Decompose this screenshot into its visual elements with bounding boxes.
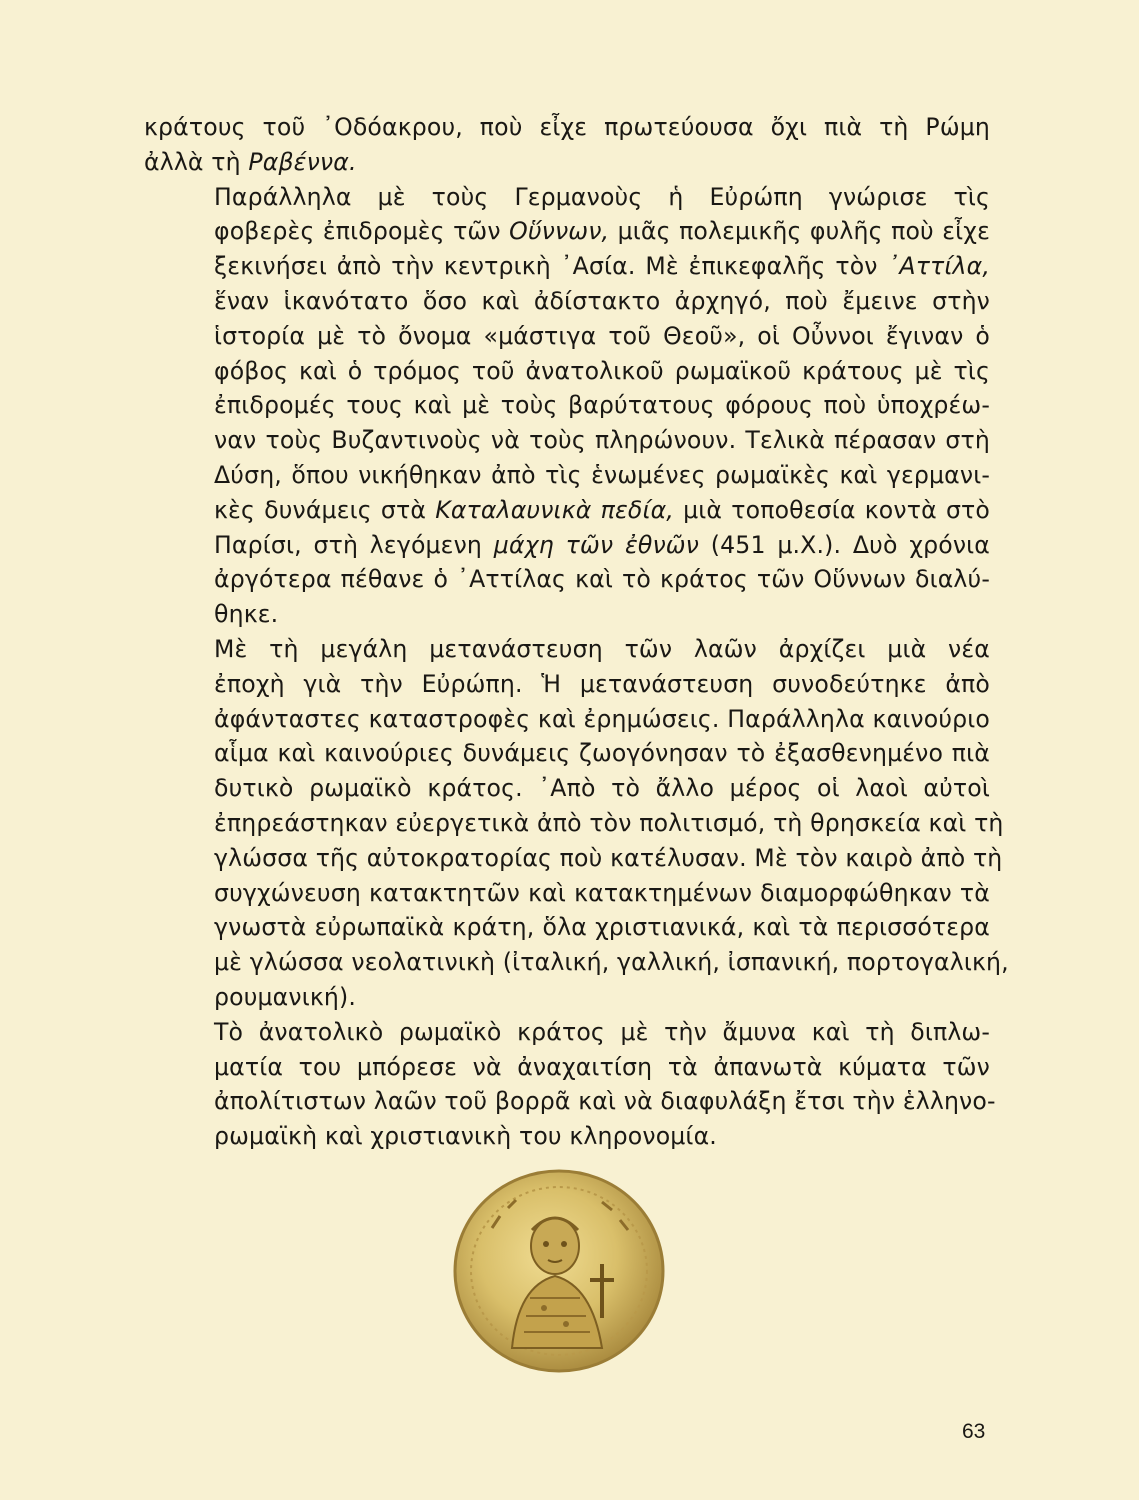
text-line bbox=[144, 702, 990, 737]
text-line bbox=[144, 910, 990, 945]
paragraph-3 bbox=[144, 632, 1009, 1015]
text-line bbox=[144, 597, 990, 632]
text-line bbox=[144, 980, 990, 1015]
text-line bbox=[144, 632, 990, 667]
text-line bbox=[144, 110, 990, 145]
text-line bbox=[144, 458, 990, 493]
text-line bbox=[144, 1119, 990, 1154]
text-segment: δυτικὸ ρωμαϊκὸ κράτος. ᾿Απὸ τὸ ἄλλο μέρος οἱ λαοὶ αὐτοὶ bbox=[214, 774, 990, 803]
text-line bbox=[144, 388, 990, 423]
text-segment: ἕναν ἱκανότατο ὅσο καὶ ἀδίστακτο ἀρχηγό, ποὺ ἔμεινε στὴν bbox=[214, 286, 990, 315]
byzantine-coin-image bbox=[452, 1168, 666, 1374]
text-segment: γνωστὰ εὐρωπαϊκὰ κράτη, ὅλα χριστιανικά, καὶ τὰ περισσότερα bbox=[214, 913, 990, 942]
text-line bbox=[144, 876, 990, 911]
text-line bbox=[144, 423, 990, 458]
italic-term: μάχη τῶν ἐθνῶν bbox=[493, 530, 700, 559]
text-segment: ξεκινήσει ἀπὸ τὴν κεντρικὴ ᾿Ασία. Μὲ ἐπικεφαλῆς τὸν bbox=[214, 252, 888, 281]
text-line bbox=[144, 1084, 996, 1119]
text-line bbox=[144, 945, 1009, 980]
text-segment: φοβερὲς ἐπιδρομὲς τῶν bbox=[214, 217, 510, 246]
text-segment: μὲ γλώσσα νεολατινικὴ (ἰταλική, γαλλική, ἰσπανική, πορτογαλική, bbox=[214, 948, 1009, 977]
paragraph-1 bbox=[144, 110, 990, 180]
paragraph-4 bbox=[144, 1015, 996, 1154]
text-line bbox=[144, 1050, 990, 1085]
text-line bbox=[144, 1015, 990, 1050]
text-segment: ἀργότερα πέθανε ὁ ᾿Αττίλας καὶ τὸ κράτος τῶν Οὕννων διαλύ- bbox=[214, 565, 990, 594]
paragraph-2 bbox=[144, 180, 990, 632]
text-segment: ἐπιδρομές τους καὶ μὲ τοὺς βαρύτατους φόρους ποὺ ὑποχρέω- bbox=[214, 391, 990, 420]
text-line bbox=[144, 667, 990, 702]
text-line bbox=[144, 319, 990, 354]
text-segment: ἐποχὴ γιὰ τὴν Εὐρώπη. Ἡ μετανάστευση συνοδεύτηκε ἀπὸ bbox=[214, 669, 990, 698]
text-segment: συγχώνευση κατακτητῶν καὶ κατακτημένων διαμορφώθηκαν τὰ bbox=[214, 878, 990, 907]
text-segment: (451 μ.Χ.). Δυὸ χρόνια bbox=[699, 530, 990, 559]
text-line bbox=[144, 214, 990, 249]
text-segment: ἀλλὰ τὴ bbox=[144, 147, 249, 176]
italic-term: Ραβέννα. bbox=[248, 147, 357, 176]
text-segment: Παρίσι, στὴ λεγόμενη bbox=[214, 530, 494, 559]
italic-term: Οὕννων, bbox=[509, 217, 610, 246]
text-segment: θηκε. bbox=[214, 600, 279, 629]
text-line bbox=[144, 284, 990, 319]
text-segment: μιὰ τοποθεσία κοντὰ στὸ bbox=[673, 495, 990, 524]
text-segment: φόβος καὶ ὁ τρόμος τοῦ ἀνατολικοῦ ρωμαϊκοῦ κράτους μὲ τὶς bbox=[214, 356, 990, 385]
text-segment: Μὲ τὴ μεγάλη μετανάστευση τῶν λαῶν ἀρχίζει μιὰ νέα bbox=[214, 634, 990, 663]
text-line bbox=[144, 771, 990, 806]
text-segment: κράτους τοῦ ᾿Οδόακρου, ποὺ εἶχε πρωτεύουσα ὄχι πιὰ τὴ Ρώμη bbox=[144, 113, 990, 141]
text-line bbox=[144, 493, 990, 528]
text-segment: αἷμα καὶ καινούριες δυνάμεις ζωογόνησαν τὸ ἐξασθενημένο πιὰ bbox=[214, 739, 990, 768]
text-segment: Τὸ ἀνατολικὸ ρωμαϊκὸ κράτος μὲ τὴν ἄμυνα καὶ τὴ διπλω- bbox=[214, 1017, 990, 1046]
italic-term: ᾿Αττίλα, bbox=[887, 252, 990, 281]
text-line bbox=[144, 806, 1004, 841]
text-segment: ἀφάνταστες καταστροφὲς καὶ ἐρημώσεις. Παράλληλα καινούριο bbox=[214, 704, 990, 733]
page-number: 63 bbox=[962, 1420, 986, 1443]
text-segment: ρωμαϊκὴ καὶ χριστιανικὴ του κληρονομία. bbox=[214, 1122, 717, 1151]
text-segment: Παράλληλα μὲ τοὺς Γερμανοὺς ἡ Εὐρώπη γνώρισε τὶς bbox=[214, 182, 990, 211]
text-segment: γλώσσα τῆς αὐτοκρατορίας ποὺ κατέλυσαν. Μὲ τὸν καιρὸ ἀπὸ τὴ bbox=[214, 843, 1003, 872]
text-line bbox=[144, 145, 990, 180]
text-line bbox=[144, 736, 990, 771]
text-line bbox=[144, 562, 990, 597]
text-segment: ἐπηρεάστηκαν εὐεργετικὰ ἀπὸ τὸν πολιτισμό, τὴ θρησκεία καὶ τὴ bbox=[214, 808, 1004, 837]
text-segment: ἱστορία μὲ τὸ ὄνομα «μάστιγα τοῦ Θεοῦ», οἱ Οὖννοι ἔγιναν ὁ bbox=[214, 321, 990, 350]
text-segment: ναν τοὺς Βυζαντινοὺς νὰ τοὺς πληρώνουν. Τελικὰ πέρασαν στὴ bbox=[214, 426, 990, 455]
text-line bbox=[144, 249, 990, 284]
italic-term: Καταλαυνικὰ πεδία, bbox=[435, 495, 674, 524]
text-segment: Δύση, ὅπου νικήθηκαν ἀπὸ τὶς ἑνωμένες ρωμαϊκὲς καὶ γερμανι- bbox=[214, 460, 990, 489]
text-line bbox=[144, 841, 1003, 876]
text-line bbox=[144, 528, 990, 563]
text-line bbox=[144, 180, 990, 215]
body-text bbox=[144, 110, 1009, 1154]
text-segment: ἀπολίτιστων λαῶν τοῦ βορρᾶ καὶ νὰ διαφυλάξη ἔτσι τὴν ἑλληνο- bbox=[214, 1087, 996, 1116]
text-segment: μιᾶς πολεμικῆς φυλῆς ποὺ εἶχε bbox=[609, 217, 990, 246]
text-segment: ματία του μπόρεσε νὰ ἀναχαιτίση τὰ ἀπανωτὰ κύματα τῶν bbox=[214, 1052, 990, 1081]
text-segment: κὲς δυνάμεις στὰ bbox=[214, 495, 436, 524]
text-segment: ρουμανική). bbox=[214, 982, 357, 1011]
text-line bbox=[144, 354, 990, 389]
